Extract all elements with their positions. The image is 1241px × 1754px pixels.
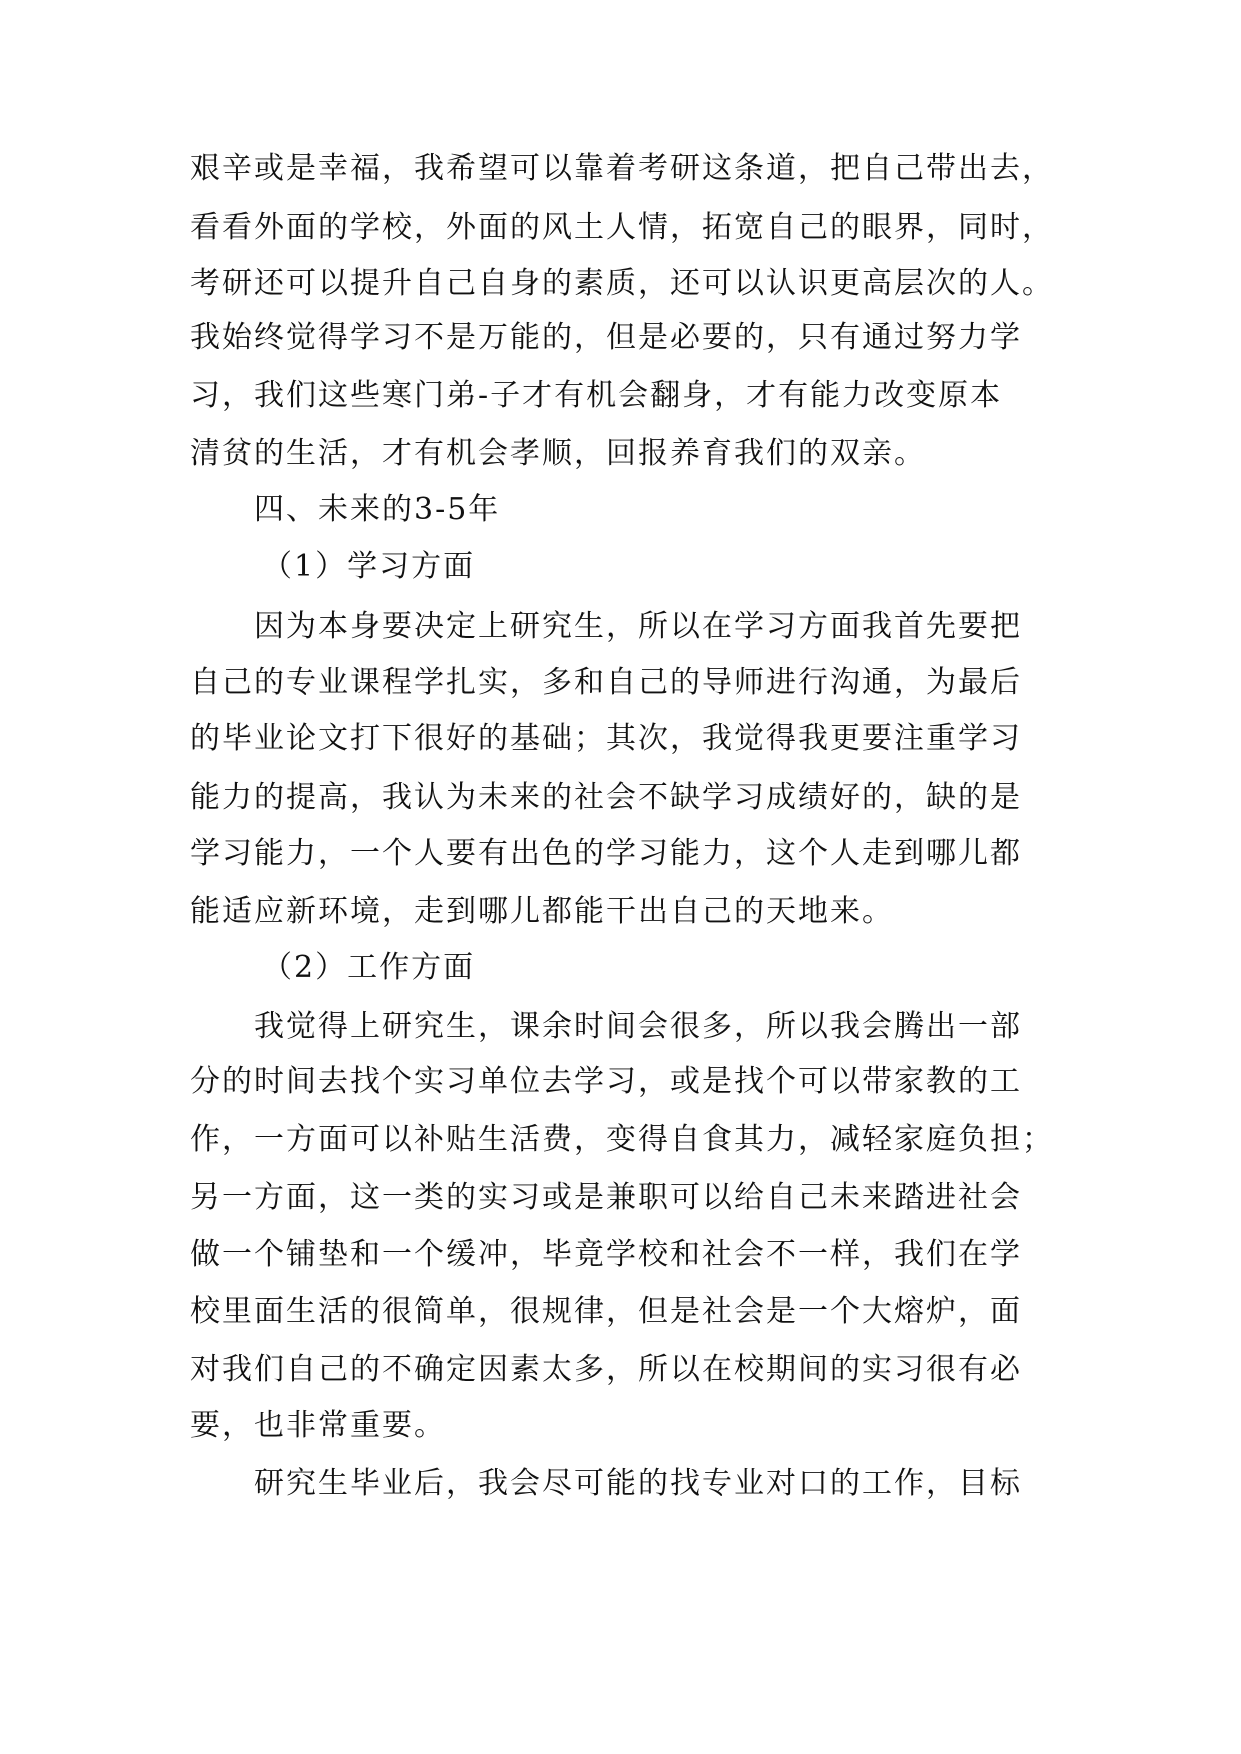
paragraph-line: 另一方面，这一类的实习或是兼职可以给自己未来踏进社会 xyxy=(190,1180,1022,1215)
paragraph-line: 作，一方面可以补贴生活费，变得自食其力，减轻家庭负担； xyxy=(190,1122,1054,1157)
subsection-heading: （1）学习方面 xyxy=(262,549,476,584)
paragraph-line: 分的时间去找个实习单位去学习，或是找个可以带家教的工 xyxy=(190,1064,1022,1099)
paragraph-line: 自己的专业课程学扎实，多和自己的导师进行沟通，为最后 xyxy=(190,665,1022,700)
paragraph-line: 看看外面的学校，外面的风土人情，拓宽自己的眼界，同时， xyxy=(190,210,1054,245)
paragraph-line: 对我们自己的不确定因素太多，所以在校期间的实习很有必 xyxy=(190,1352,1022,1387)
paragraph-line: 考研还可以提升自己自身的素质，还可以认识更高层次的人。 xyxy=(190,266,1054,301)
paragraph-line: 习，我们这些寒门弟-子才有机会翻身，才有能力改变原本 xyxy=(190,378,1003,413)
paragraph-line: 因为本身要决定上研究生，所以在学习方面我首先要把 xyxy=(254,609,1022,644)
paragraph-line: 研究生毕业后，我会尽可能的找专业对口的工作，目标 xyxy=(254,1466,1022,1501)
paragraph-line: 校里面生活的很简单，很规律，但是社会是一个大熔炉，面 xyxy=(190,1294,1022,1329)
paragraph-line: 要，也非常重要。 xyxy=(190,1408,446,1443)
paragraph-line: 的毕业论文打下很好的基础；其次，我觉得我更要注重学习 xyxy=(190,721,1022,756)
paragraph-line: 做一个铺垫和一个缓冲，毕竟学校和社会不一样，我们在学 xyxy=(190,1237,1022,1272)
paragraph-line: 清贫的生活，才有机会孝顺，回报养育我们的双亲。 xyxy=(190,436,926,471)
subsection-heading: （2）工作方面 xyxy=(262,950,476,985)
paragraph-line: 我觉得上研究生，课余时间会很多，所以我会腾出一部 xyxy=(254,1009,1022,1044)
paragraph-line: 能适应新环境，走到哪儿都能干出自己的天地来。 xyxy=(190,894,894,929)
paragraph-line: 能力的提高，我认为未来的社会不缺学习成绩好的，缺的是 xyxy=(190,780,1022,815)
paragraph-line: 我始终觉得学习不是万能的，但是必要的，只有通过努力学 xyxy=(190,320,1022,355)
section-heading: 四、未来的3-5年 xyxy=(254,492,501,527)
paragraph-line: 艰辛或是幸福，我希望可以靠着考研这条道，把自己带出去， xyxy=(190,151,1054,186)
paragraph-line: 学习能力，一个人要有出色的学习能力，这个人走到哪儿都 xyxy=(190,836,1022,871)
